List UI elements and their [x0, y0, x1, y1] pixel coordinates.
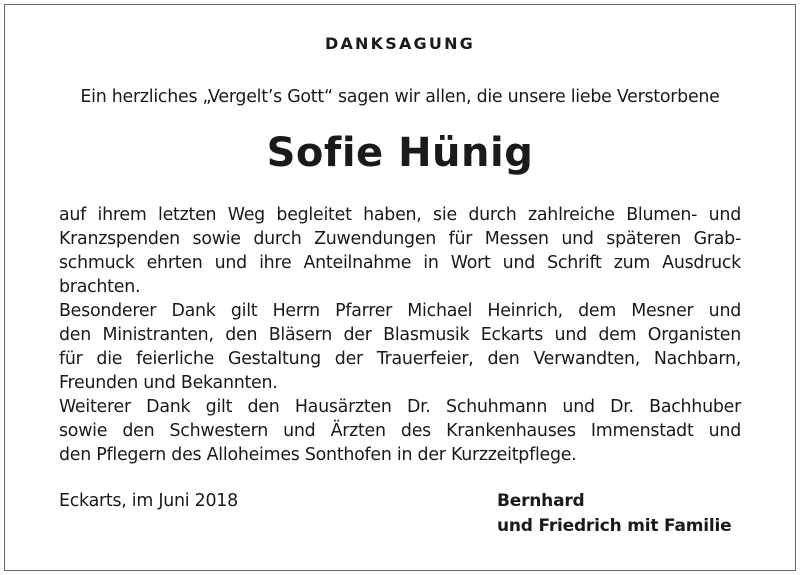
body-text: [59, 203, 741, 467]
signature: [497, 489, 731, 539]
body-line: den Pflegern des Alloheimes Sonthofen in der Kurzzeitpflege.: [59, 445, 577, 465]
body-line: Freunden und Bekannten.: [59, 373, 278, 393]
body-line: Kranzspenden sowie durch Zuwendungen für Messen und späteren Grab-: [59, 229, 741, 249]
body-line: schmuck ehrten und ihre Anteilnahme in Wort und Schrift zum Ausdruck: [59, 253, 741, 273]
notice-heading: DANKSAGUNG: [324, 34, 475, 53]
body-line: für die feierliche Gestaltung der Trauerfeier, den Verwandten, Nachbarn,: [59, 349, 741, 369]
body-line: Besonderer Dank gilt Herrn Pfarrer Michael Heinrich, dem Mesner und: [59, 301, 741, 321]
signature-line: Bernhard: [497, 491, 585, 511]
body-line: den Ministranten, den Bläsern der Blasmusik Eckarts und dem Organisten: [59, 325, 741, 345]
body-line: auf ihrem letzten Weg begleitet haben, sie durch zahlreiche Blumen- und: [59, 205, 741, 225]
intro-text: Ein herzliches „Vergelt’s Gott“ sagen wir allen, die unsere liebe Verstorbene: [80, 87, 720, 107]
body-line: brachten.: [59, 277, 141, 297]
place-date: Eckarts, im Juni 2018: [59, 491, 238, 511]
body-line: sowie den Schwestern und Ärzten des Krankenhauses Immenstadt und: [59, 421, 741, 441]
signature-line: und Friedrich mit Familie: [497, 516, 732, 536]
deceased-name: Sofie Hünig: [266, 130, 534, 176]
body-line: Weiterer Dank gilt den Hausärzten Dr. Schuhmann und Dr. Bachhuber: [59, 397, 741, 417]
